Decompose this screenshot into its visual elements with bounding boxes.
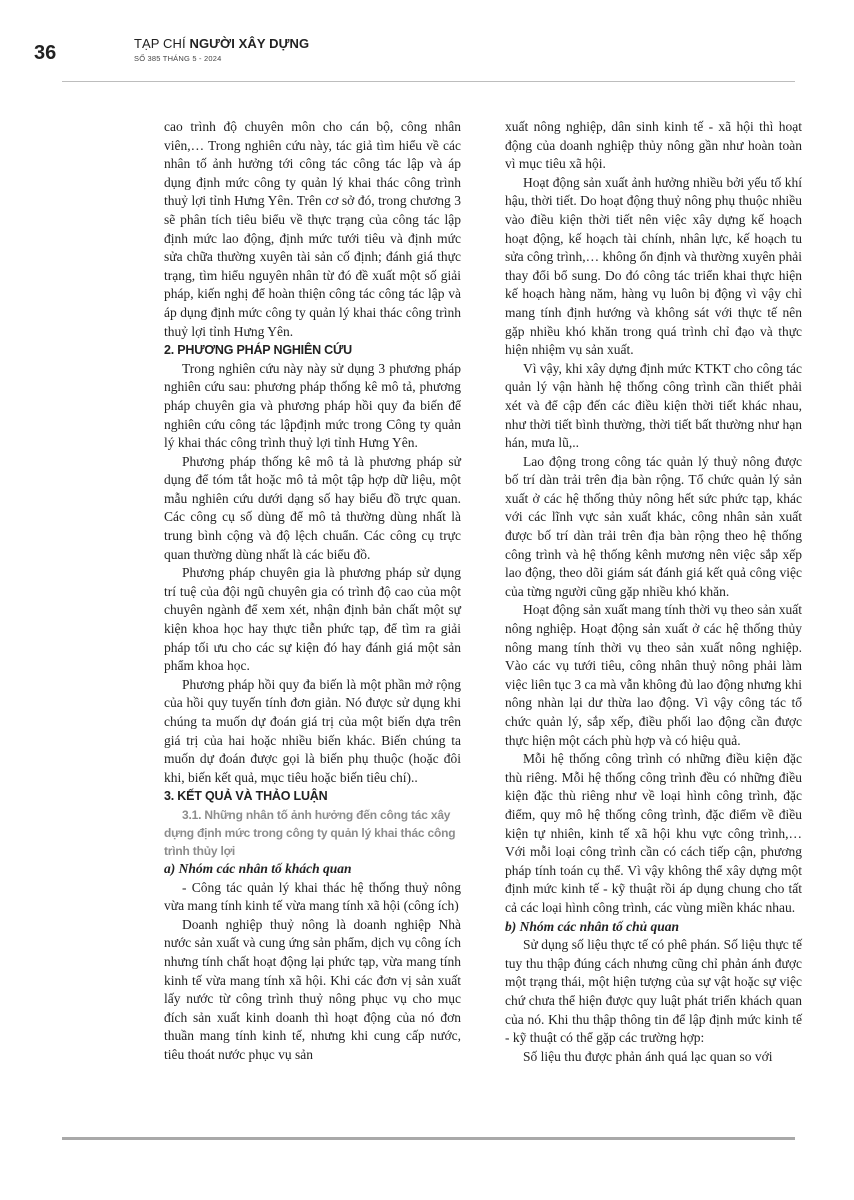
page-number: 36	[34, 42, 57, 64]
right-column	[505, 118, 802, 1066]
masthead	[134, 36, 309, 63]
magazine-prefix: TẠP CHÍ	[134, 36, 186, 51]
paragraph: Phương pháp thống kê mô tả là phương pháp sử dụng để tóm tắt hoặc mô tả một tập hợp dữ liệu, một mẫu nghiên cứu dưới dạng số hay biểu đồ trực quan. Các công cụ số dùng để mô tả thường dùng nhất là trung bình cộng và độ lệch chuẩn. Các công cụ trực quan thường dùng nhất là các biểu đồ.	[164, 453, 461, 562]
magazine-name: NGƯỜI XÂY DỰNG	[189, 36, 310, 51]
italic-heading-subjective: b) Nhóm các nhân tố chủ quan	[505, 918, 680, 934]
section-heading-methods: 2. PHƯƠNG PHÁP NGHIÊN CỨU	[164, 343, 353, 358]
italic-heading-objective: a) Nhóm các nhân tố khách quan	[164, 860, 352, 876]
subsection-heading: 3.1. Những nhân tố ảnh hưởng đến công tác xây dựng định mức trong công ty quản lý khai thác công trình thủy lợi	[164, 807, 456, 858]
paragraph: Trong nghiên cứu này này sử dụng 3 phương pháp nghiên cứu sau: phương pháp thống kê mô tả, phương pháp chuyên gia và phương pháp hồi quy đa biến để nghiên cứu công tác lậpđịnh mức trong Công ty quản lý khai thác công trình thuỷ lợi tỉnh Hưng Yên.	[164, 360, 461, 451]
footer-divider	[62, 1137, 795, 1140]
magazine-title	[134, 36, 309, 51]
paragraph: Phương pháp chuyên gia là phương pháp sử dụng trí tuệ của đội ngũ chuyên gia có trình độ cao của một chuyên ngành để xem xét, nhận định bản chất một sự kiện khoa học hay thực tiễn phức tạp, để tìm ra giải pháp tối ưu cho các sự kiện đó hay đánh giá một sản phẩm khoa học.	[164, 565, 461, 674]
paragraph: cao trình độ chuyên môn cho cán bộ, công nhân viên,… Trong nghiên cứu này, tác giả tìm hiểu về các nhân tố ảnh hưởng tới công tác công tác lập và áp dụng định mức công ty quản lý khai thác công trình thuỷ lợi tỉnh Hưng Yên. Trên cơ sở đó, trong chương 3 sẽ phân tích tiêu biểu về thực trạng của công tác lập định mức lao động, định mức tưới tiêu và định mức sửa chữa thường xuyên tài sản cố định; đánh giá thực trạng, tìm hiểu nguyên nhân từ đó đề xuất một số giải pháp, kiến nghị để hoàn thiện công tác công tác lập và áp dụng định mức công ty quản lý khai thác công trình thuỷ lợi tỉnh Hưng Yên.	[164, 119, 461, 339]
left-column	[164, 118, 461, 1065]
paragraph: xuất nông nghiệp, dân sinh kinh tế - xã hội thì hoạt động của doanh nghiệp thủy nông gần như hoàn toàn vì mục tiêu xã hội.	[505, 119, 802, 172]
paragraph: Hoạt động sản xuất ảnh hưởng nhiều bởi yếu tố khí hậu, thời tiết. Do hoạt động thuỷ nông phụ thuộc nhiều vào điều kiện thời tiết nên việc xây dựng kế hoạch hoạt động, kế hoạch tài chính, nhân lực, kế hoạch tu sửa công trình,… không ổn định và thường xuyên phải thay đổi bổ sung. Do đó công tác triển khai thực hiện kế hoạch hàng năm, hàng vụ luôn bị động vì vậy chỉ mang tính định hướng và không sát với thực tế nên gặp nhiều khó khăn trong quá trình chỉ đạo và thực hiện nhiệm vụ sản xuất.	[505, 174, 802, 358]
paragraph: Mỗi hệ thống công trình có những điều kiện đặc thù riêng. Mỗi hệ thống công trình đều có những điều kiện đặc thù riêng như về loại hình công trình, đặc điểm, quy mô hệ thống công trình, đặc điểm về điều kiện tự nhiên, kinh tế xã hội khu vực công trình,… Với mỗi loại công trình cần có cách tiếp cận, phương pháp tính toán cụ thể. Vì vậy không thể xây dựng một định mức kinh tế - kỹ thuật rồi áp dụng chung cho tất cả các loại hình công trình, các vùng miền khác nhau.	[505, 751, 802, 915]
section-heading-results: 3. KẾT QUẢ VÀ THẢO LUẬN	[164, 789, 328, 804]
paragraph: Doanh nghiệp thuỷ nông là doanh nghiệp Nhà nước sản xuất và cung ứng sản phẩm, dịch vụ công ích nhưng tính chất hoạt động lại phức tạp, vừa mang tính kinh tế vừa mang tính xã hội. Khi các đơn vị sản xuất lấy nước từ công trình thuỷ nông phục vụ cho mục đích sản xuất kinh doanh thì hoạt động của nó đơn thuần mang tính kinh tế, nhưng khi cung cấp nước, tiêu thoát nước phục vụ sản	[164, 916, 461, 1062]
header-divider	[62, 81, 795, 82]
paragraph: Phương pháp hồi quy đa biến là một phần mở rộng của hồi quy tuyến tính đơn giản. Nó được sử dụng khi chúng ta muốn dự đoán giá trị của một biến dựa trên giá trị của hai hoặc nhiều biến khác. Biến chúng ta muốn dự đoán được gọi là biến phụ thuộc (hoặc đôi khi, biến kết quả, mục tiêu hoặc biến tiêu chí)..	[164, 676, 461, 785]
paragraph: Lao động trong công tác quản lý thuỷ nông được bố trí dàn trải trên địa bàn rộng. Tổ chức quản lý sản xuất ở các hệ thống thủy nông hết sức phức tạp, khác với các lĩnh vực sản xuất khác, công nhân sản xuất được bố trí dàn trải trên địa bàn rộng theo hệ thống công trình và hệ thống kênh mương nên việc sắp xếp lao động, theo dõi giám sát đánh giá kết quả công việc của từng người cũng gặp nhiều khó khăn.	[505, 453, 802, 599]
paragraph: Hoạt động sản xuất mang tính thời vụ theo sản xuất nông nghiệp. Hoạt động sản xuất ở các hệ thống thủy nông mang tính thời vụ theo sản xuất nông nghiệp. Vào các vụ tưới tiêu, công nhân thuỷ nông phải làm việc liên tục 3 ca mà vẫn không đủ lao động nhưng khi nông nhàn lại dư thừa lao động. Vì vậy công tác tổ chức quản lý, sắp xếp, điều phối lao động cần được thực hiện một cách phù hợp và có hiệu quả.	[505, 602, 802, 748]
paragraph: - Công tác quản lý khai thác hệ thống thuỷ nông vừa mang tính kinh tế vừa mang tính xã hội (công ích)	[164, 879, 461, 914]
paragraph: Số liệu thu được phản ánh quá lạc quan so với	[523, 1048, 773, 1064]
paragraph: Vì vậy, khi xây dựng định mức KTKT cho công tác quản lý vận hành hệ thống công trình cần thiết phải xét và để cập đến các điều kiện thời tiết khác nhau, như thời tiết bình thường, thời tiết bất thường như hạn hán, mưa lũ,..	[505, 360, 802, 451]
issue-info: SỐ 385 THÁNG 5 - 2024	[134, 54, 222, 63]
paragraph: Sử dụng số liệu thực tế có phê phán. Số liệu thực tế tuy thu thập đúng cách nhưng cũng chỉ phản ánh được một trạng thái, một hiện tượng của sự vật hoặc sự việc chứ chưa thể hiện được quy luật phát triển khách quan của nó. Khi thu thập thông tin để lập định mức kinh tế - kỹ thuật có thể gặp các trường hợp:	[505, 937, 802, 1046]
